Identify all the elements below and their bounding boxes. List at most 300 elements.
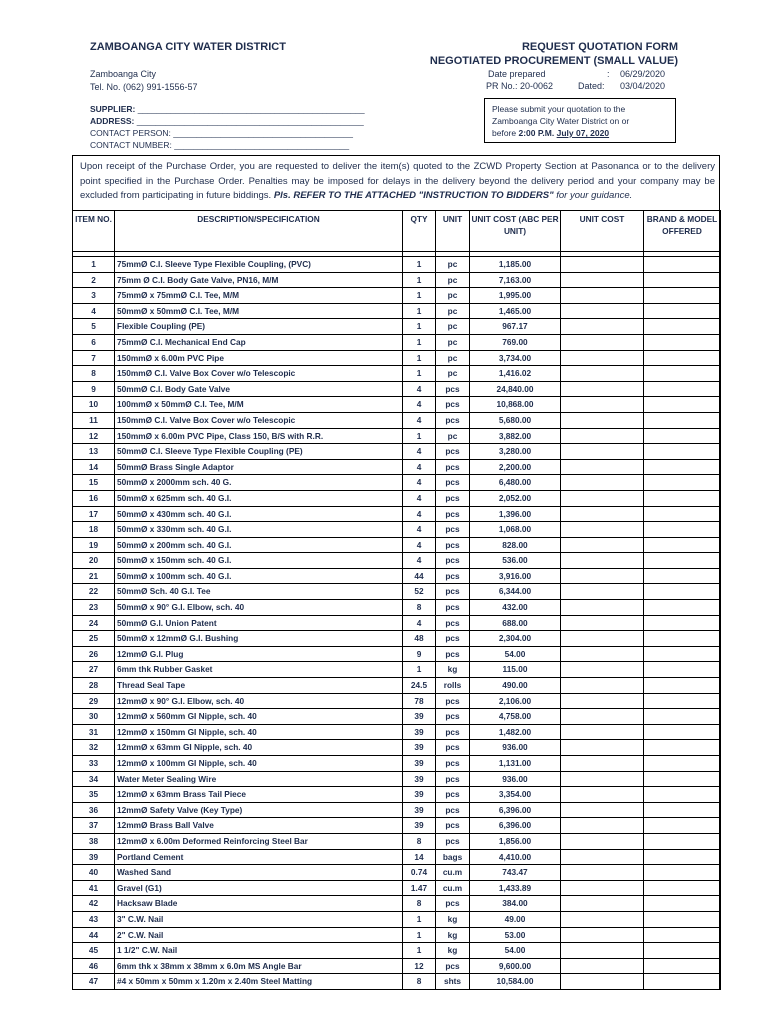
abc-cell: 769.00 [470,334,561,350]
qty-cell: 39 [403,802,436,818]
brand-model-input-cell[interactable] [644,865,721,881]
brand-model-input-cell[interactable] [644,397,721,413]
brand-model-input-cell[interactable] [644,459,721,475]
table-row [73,880,721,896]
item-number-cell: 23 [73,600,115,616]
brand-model-input-cell[interactable] [644,631,721,647]
table-header-row [73,211,721,252]
unit-cost-input-cell[interactable] [561,257,644,273]
brand-model-input-cell[interactable] [644,818,721,834]
brand-model-input-cell[interactable] [644,553,721,569]
table-row [73,693,721,709]
table-row [73,522,721,538]
unit-cost-input-cell[interactable] [561,615,644,631]
unit-cost-input-cell[interactable] [561,662,644,678]
qty-cell: 4 [403,522,436,538]
unit-cell: kg [436,927,470,943]
qty-cell: 1.47 [403,880,436,896]
unit-cell: pcs [436,490,470,506]
item-number-cell: 12 [73,428,115,444]
table-row [73,958,721,974]
brand-model-input-cell[interactable] [644,568,721,584]
unit-cost-input-cell[interactable] [561,974,644,990]
brand-model-input-cell[interactable] [644,787,721,803]
description-cell: 50mmØ x 625mm sch. 40 G.I. [115,490,403,506]
qty-cell: 1 [403,943,436,959]
unit-cell: pcs [436,506,470,522]
brand-model-input-cell[interactable] [644,880,721,896]
qty-cell: 52 [403,584,436,600]
unit-cell: pc [436,428,470,444]
header-item-no: ITEM NO. [73,211,115,252]
item-number-cell: 9 [73,381,115,397]
brand-model-input-cell[interactable] [644,412,721,428]
brand-model-input-cell[interactable] [644,958,721,974]
brand-model-input-cell[interactable] [644,444,721,460]
table-row [73,584,721,600]
item-number-cell: 16 [73,490,115,506]
date-prepared-sep: : [607,69,610,79]
items-table [72,210,721,990]
unit-cost-input-cell[interactable] [561,896,644,912]
qty-cell: 8 [403,600,436,616]
table-row [73,506,721,522]
description-cell: 150mmØ x 6.00m PVC Pipe [115,350,403,366]
unit-cost-input-cell[interactable] [561,911,644,927]
unit-cell: cu.m [436,865,470,881]
description-cell: 12mmØ x 560mm GI Nipple, sch. 40 [115,709,403,725]
item-number-cell: 19 [73,537,115,553]
abc-cell: 54.00 [470,943,561,959]
unit-cost-input-cell[interactable] [561,787,644,803]
brand-model-input-cell[interactable] [644,833,721,849]
qty-cell: 1 [403,350,436,366]
table-row [73,537,721,553]
qty-cell: 1 [403,319,436,335]
brand-model-input-cell[interactable] [644,600,721,616]
brand-model-input-cell[interactable] [644,350,721,366]
table-row [73,615,721,631]
unit-cost-input-cell[interactable] [561,272,644,288]
item-number-cell: 46 [73,958,115,974]
brand-model-input-cell[interactable] [644,522,721,538]
table-row [73,724,721,740]
unit-cost-input-cell[interactable] [561,334,644,350]
brand-model-input-cell[interactable] [644,303,721,319]
unit-cost-input-cell[interactable] [561,709,644,725]
unit-cost-input-cell[interactable] [561,350,644,366]
pr-number: PR No.: 20-0062 [486,81,554,91]
description-cell: 50mmØ C.I. Sleeve Type Flexible Coupling (PE) [115,444,403,460]
item-number-cell: 21 [73,568,115,584]
unit-cost-input-cell[interactable] [561,522,644,538]
item-number-cell: 32 [73,740,115,756]
description-cell: #4 x 50mm x 50mm x 1.20m x 2.40m Steel Matting [115,974,403,990]
brand-model-input-cell[interactable] [644,288,721,304]
abc-cell: 49.00 [470,911,561,927]
qty-cell: 1 [403,662,436,678]
unit-cost-input-cell[interactable] [561,397,644,413]
abc-cell: 1,185.00 [470,257,561,273]
item-number-cell: 40 [73,865,115,881]
abc-cell: 1,465.00 [470,303,561,319]
brand-model-input-cell[interactable] [644,272,721,288]
table-row [73,849,721,865]
unit-cost-input-cell[interactable] [561,584,644,600]
abc-cell: 6,396.00 [470,818,561,834]
unit-cost-input-cell[interactable] [561,553,644,569]
abc-cell: 384.00 [470,896,561,912]
abc-cell: 828.00 [470,537,561,553]
abc-cell: 10,868.00 [470,397,561,413]
brand-model-input-cell[interactable] [644,490,721,506]
abc-cell: 4,758.00 [470,709,561,725]
unit-cell: kg [436,662,470,678]
notice-line-3 [492,127,668,139]
brand-model-input-cell[interactable] [644,506,721,522]
table-row [73,709,721,725]
qty-cell: 39 [403,756,436,772]
unit-cost-input-cell[interactable] [561,506,644,522]
item-number-cell: 31 [73,724,115,740]
abc-cell: 10,584.00 [470,974,561,990]
unit-cell: pcs [436,459,470,475]
item-number-cell: 26 [73,646,115,662]
qty-cell: 1 [403,288,436,304]
item-number-cell: 18 [73,522,115,538]
abc-cell: 1,856.00 [470,833,561,849]
contact-number-field[interactable]: CONTACT NUMBER: _____________________________________ [90,140,350,150]
brand-model-input-cell[interactable] [644,896,721,912]
brand-model-input-cell[interactable] [644,771,721,787]
brand-model-input-cell[interactable] [644,662,721,678]
qty-cell: 0.74 [403,865,436,881]
table-row [73,490,721,506]
abc-cell: 53.00 [470,927,561,943]
item-number-cell: 37 [73,818,115,834]
org-tel: Tel. No. (062) 991-1556-57 [90,82,198,92]
table-row [73,288,721,304]
unit-cost-input-cell[interactable] [561,381,644,397]
unit-cell: pc [436,334,470,350]
item-number-cell: 13 [73,444,115,460]
unit-cell: pcs [436,724,470,740]
table-row [73,568,721,584]
qty-cell: 4 [403,553,436,569]
brand-model-input-cell[interactable] [644,849,721,865]
qty-cell: 4 [403,475,436,491]
abc-cell: 24,840.00 [470,381,561,397]
abc-cell: 6,344.00 [470,584,561,600]
qty-cell: 39 [403,740,436,756]
brand-model-input-cell[interactable] [644,537,721,553]
unit-cost-input-cell[interactable] [561,631,644,647]
unit-cell: pcs [436,631,470,647]
qty-cell: 1 [403,303,436,319]
qty-cell: 8 [403,974,436,990]
unit-cell: kg [436,911,470,927]
unit-cost-input-cell[interactable] [561,537,644,553]
qty-cell: 39 [403,771,436,787]
description-cell: 2" C.W. Nail [115,927,403,943]
instructions-text: Upon receipt of the Purchase Order, you are requested to deliver the item(s) quoted to the ZCWD Property Section at Pasonanca or to the delivery point specified in the Purchase Order. Penalties may be imposed for delays in the delivery beyond the delivery period and your company may be excluded from participating in future biddings. [80,161,715,201]
description-cell: 50mmØ x 200mm sch. 40 G.I. [115,537,403,553]
unit-cell: pcs [436,756,470,772]
brand-model-input-cell[interactable] [644,257,721,273]
qty-cell: 4 [403,506,436,522]
unit-cost-input-cell[interactable] [561,833,644,849]
brand-model-input-cell[interactable] [644,927,721,943]
brand-model-input-cell[interactable] [644,319,721,335]
table-row [73,631,721,647]
header-unit: UNIT [436,211,470,252]
table-row [73,475,721,491]
item-number-cell: 8 [73,366,115,382]
notice-line-1: Please submit your quotation to the [492,104,626,114]
qty-cell: 78 [403,693,436,709]
qty-cell: 1 [403,927,436,943]
unit-cell: pc [436,257,470,273]
unit-cell: pcs [436,522,470,538]
brand-model-input-cell[interactable] [644,428,721,444]
qty-cell: 4 [403,444,436,460]
brand-model-input-cell[interactable] [644,974,721,990]
unit-cost-input-cell[interactable] [561,319,644,335]
unit-cell: pcs [436,818,470,834]
unit-cell: pcs [436,787,470,803]
delivery-instructions [80,160,715,204]
abc-cell: 1,433.89 [470,880,561,896]
unit-cost-input-cell[interactable] [561,366,644,382]
unit-cell: pcs [436,397,470,413]
description-cell: 12mmØ Safety Valve (Key Type) [115,802,403,818]
qty-cell: 8 [403,896,436,912]
table-row [73,553,721,569]
item-number-cell: 2 [73,272,115,288]
table-row [73,600,721,616]
brand-model-input-cell[interactable] [644,381,721,397]
unit-cost-input-cell[interactable] [561,756,644,772]
description-cell: 50mmØ Brass Single Adaptor [115,459,403,475]
unit-cost-input-cell[interactable] [561,802,644,818]
abc-cell: 3,916.00 [470,568,561,584]
abc-cell: 2,200.00 [470,459,561,475]
brand-model-input-cell[interactable] [644,943,721,959]
unit-cost-input-cell[interactable] [561,927,644,943]
description-cell: 150mmØ x 6.00m PVC Pipe, Class 150, B/S with R.R. [115,428,403,444]
unit-cost-input-cell[interactable] [561,412,644,428]
address-label: ADDRESS: [90,116,135,126]
item-number-cell: 25 [73,631,115,647]
brand-model-input-cell[interactable] [644,646,721,662]
dated-value: 03/04/2020 [620,81,666,91]
description-cell: 50mmØ x 150mm sch. 40 G.I. [115,553,403,569]
unit-cost-input-cell[interactable] [561,490,644,506]
contact-person-field[interactable]: CONTACT PERSON: ______________________________________ [90,128,353,138]
brand-model-input-cell[interactable] [644,911,721,927]
brand-model-input-cell[interactable] [644,334,721,350]
description-cell: 12mmØ x 63mm GI Nipple, sch. 40 [115,740,403,756]
unit-cell: pcs [436,771,470,787]
description-cell: 50mmØ x 50mmØ C.I. Tee, M/M [115,303,403,319]
unit-cell: shts [436,974,470,990]
table-row [73,896,721,912]
item-number-cell: 11 [73,412,115,428]
table-row [73,771,721,787]
item-number-cell: 5 [73,319,115,335]
description-cell: 3" C.W. Nail [115,911,403,927]
table-row [73,802,721,818]
unit-cost-input-cell[interactable] [561,568,644,584]
brand-model-input-cell[interactable] [644,678,721,694]
table-row [73,319,721,335]
unit-cell: pcs [436,896,470,912]
table-row [73,818,721,834]
abc-cell: 1,995.00 [470,288,561,304]
abc-cell: 936.00 [470,740,561,756]
unit-cost-input-cell[interactable] [561,849,644,865]
item-number-cell: 34 [73,771,115,787]
unit-cell: pc [436,303,470,319]
unit-cell: pcs [436,646,470,662]
unit-cost-input-cell[interactable] [561,943,644,959]
description-cell: 75mmØ C.I. Mechanical End Cap [115,334,403,350]
abc-cell: 3,280.00 [470,444,561,460]
item-number-cell: 24 [73,615,115,631]
brand-model-input-cell[interactable] [644,615,721,631]
unit-cell: pc [436,366,470,382]
unit-cell: pcs [436,381,470,397]
brand-model-input-cell[interactable] [644,740,721,756]
abc-cell: 5,680.00 [470,412,561,428]
table-row [73,334,721,350]
table-row [73,303,721,319]
abc-cell: 2,052.00 [470,490,561,506]
unit-cost-input-cell[interactable] [561,678,644,694]
abc-cell: 7,163.00 [470,272,561,288]
unit-cell: pcs [436,444,470,460]
brand-model-input-cell[interactable] [644,756,721,772]
contact-person-label: CONTACT PERSON: [90,128,171,138]
abc-cell: 3,734.00 [470,350,561,366]
org-name: ZAMBOANGA CITY WATER DISTRICT [90,41,286,53]
brand-model-input-cell[interactable] [644,475,721,491]
unit-cost-input-cell[interactable] [561,958,644,974]
address-field[interactable]: ADDRESS: ________________________________________________ [90,116,364,126]
unit-cost-input-cell[interactable] [561,693,644,709]
qty-cell: 44 [403,568,436,584]
unit-cell: pcs [436,600,470,616]
unit-cost-input-cell[interactable] [561,771,644,787]
item-number-cell: 38 [73,833,115,849]
header-unit-cost: UNIT COST [561,211,644,252]
date-prepared-value: 06/29/2020 [620,69,666,79]
unit-cell: pcs [436,553,470,569]
unit-cost-input-cell[interactable] [561,724,644,740]
description-cell: 12mmØ x 63mm Brass Tail Piece [115,787,403,803]
table-row [73,350,721,366]
qty-cell: 4 [403,490,436,506]
qty-cell: 1 [403,272,436,288]
table-row [73,257,721,273]
item-number-cell: 7 [73,350,115,366]
unit-cost-input-cell[interactable] [561,303,644,319]
brand-model-input-cell[interactable] [644,693,721,709]
unit-cost-input-cell[interactable] [561,600,644,616]
supplier-field[interactable]: SUPPLIER: ________________________________________________ [90,104,365,114]
description-cell: 75mm Ø C.I. Body Gate Valve, PN16, M/M [115,272,403,288]
unit-cost-input-cell[interactable] [561,475,644,491]
unit-cell: rolls [436,678,470,694]
qty-cell: 39 [403,709,436,725]
abc-cell: 967.17 [470,319,561,335]
brand-model-input-cell[interactable] [644,709,721,725]
unit-cost-input-cell[interactable] [561,646,644,662]
table-row [73,756,721,772]
table-row [73,272,721,288]
item-number-cell: 39 [73,849,115,865]
brand-model-input-cell[interactable] [644,584,721,600]
submission-notice [484,98,676,143]
abc-cell: 1,416.02 [470,366,561,382]
notice-before: before [492,128,517,138]
unit-cell: pcs [436,802,470,818]
unit-cost-input-cell[interactable] [561,818,644,834]
qty-cell: 12 [403,958,436,974]
item-number-cell: 30 [73,709,115,725]
unit-cell: pc [436,350,470,366]
qty-cell: 39 [403,818,436,834]
brand-model-input-cell[interactable] [644,366,721,382]
unit-cost-input-cell[interactable] [561,740,644,756]
description-cell: 12mmØ Brass Ball Valve [115,818,403,834]
item-number-cell: 28 [73,678,115,694]
date-prepared-label: Date prepared [488,69,546,79]
description-cell: Washed Sand [115,865,403,881]
table-row [73,459,721,475]
table-row [73,397,721,413]
abc-cell: 432.00 [470,600,561,616]
qty-cell: 4 [403,397,436,413]
unit-cost-input-cell[interactable] [561,880,644,896]
abc-cell: 54.00 [470,646,561,662]
brand-model-input-cell[interactable] [644,724,721,740]
qty-cell: 1 [403,428,436,444]
header-abc: UNIT COST (ABC PER UNIT) [470,211,561,252]
abc-cell: 936.00 [470,771,561,787]
unit-cell: bags [436,849,470,865]
abc-cell: 6,396.00 [470,802,561,818]
description-cell: 12mmØ x 6.00m Deformed Reinforcing Steel Bar [115,833,403,849]
brand-model-input-cell[interactable] [644,802,721,818]
unit-cost-input-cell[interactable] [561,444,644,460]
unit-cost-input-cell[interactable] [561,459,644,475]
qty-cell: 4 [403,615,436,631]
abc-cell: 3,882.00 [470,428,561,444]
qty-cell: 39 [403,787,436,803]
notice-time: 2:00 P.M. [518,128,555,138]
unit-cost-input-cell[interactable] [561,865,644,881]
unit-cost-input-cell[interactable] [561,428,644,444]
table-row [73,662,721,678]
item-number-cell: 36 [73,802,115,818]
unit-cell: pcs [436,568,470,584]
qty-cell: 1 [403,334,436,350]
unit-cell: pc [436,272,470,288]
unit-cost-input-cell[interactable] [561,288,644,304]
item-number-cell: 3 [73,288,115,304]
description-cell: Portland Cement [115,849,403,865]
